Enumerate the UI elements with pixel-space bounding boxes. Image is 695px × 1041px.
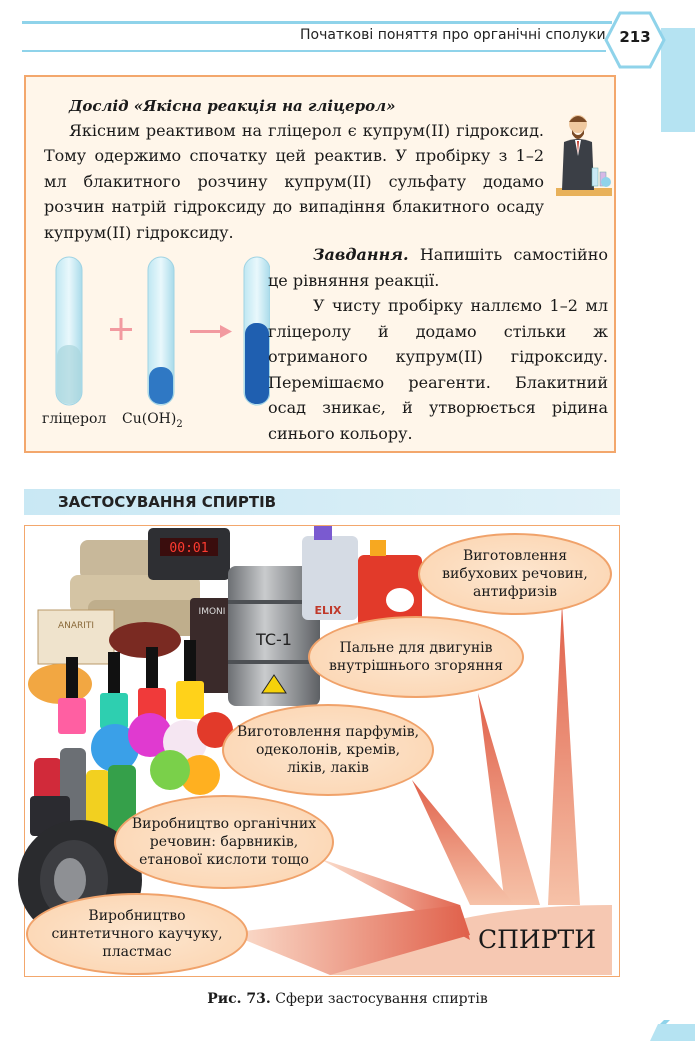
tube-label: IMONI <box>198 607 226 617</box>
timer-display: 00:01 <box>169 541 209 556</box>
use-bubble-explosives: Виготовлення вибухових речовин, антифризів <box>418 533 612 615</box>
figure-number: Рис. 73. <box>207 991 271 1007</box>
experiment-title: Дослід «Якісна реакція на гліцерол» <box>69 97 396 115</box>
barrel-label: TC-1 <box>256 630 292 649</box>
alcohols-label: СПИРТИ <box>478 925 597 954</box>
experiment-text-continued: У чисту пробірку наллємо 1–2 мл гліцеролу й додамо стільки ж отриманого купрум(ІІ) гідроксиду. Перемішаємо реагенти. Блакитний осад зникає, й утворюється рідина синього кольору. <box>268 296 608 443</box>
use-bubble-organic: Виробництво органічних речовин: барвників, етанової кислоти тощо <box>114 795 334 889</box>
cosmetic-label: ANARITI <box>57 621 95 631</box>
antifreeze-canister-icon <box>302 526 358 620</box>
figure-caption <box>0 991 695 1007</box>
use-bubble-perfume: Виготовлення парфумів, одеколонів, кремів, ліків, лаків <box>222 704 434 796</box>
cosmetic-box-icon <box>38 610 114 664</box>
figure-caption-text: Сфери застосування спиртів <box>270 991 488 1007</box>
bottle-label: ELIX <box>314 604 342 617</box>
task-label: Завдання. <box>313 245 409 264</box>
corner-decoration <box>640 1020 695 1041</box>
section-title: ЗАСТОСУВАННЯ СПИРТІВ <box>58 493 277 511</box>
timer-icon <box>148 528 230 580</box>
page-number: 213 <box>619 28 651 46</box>
caption-cu-main: Cu(OH) <box>122 411 177 427</box>
caption-cu-sub: 2 <box>176 418 183 430</box>
experiment-text: Якісним реактивом на гліцерол є купрум(ІІ) гідроксид. Тому одержимо спочатку цей реактив. У пробірку з 1–2 мл блакитного розчину купрум(ІІ) сульфату додамо розчин натрій гідроксиду до випадіння блакитного осаду купрум(ІІ) гідроксиду. <box>44 121 544 242</box>
red-canister-icon <box>358 540 422 627</box>
running-header: Початкові поняття про органічні сполуки <box>300 27 606 43</box>
caption-glycerol: гліцерол <box>42 411 107 427</box>
task-text: Напишіть самостійно це рівняння реакції. <box>268 245 608 290</box>
use-bubble-fuel: Пальне для двигунів внутрішнього згоряння <box>308 616 524 698</box>
ray-1 <box>548 603 580 905</box>
use-bubble-rubber: Виробництво синтетичного каучуку, пластмас <box>26 893 248 975</box>
